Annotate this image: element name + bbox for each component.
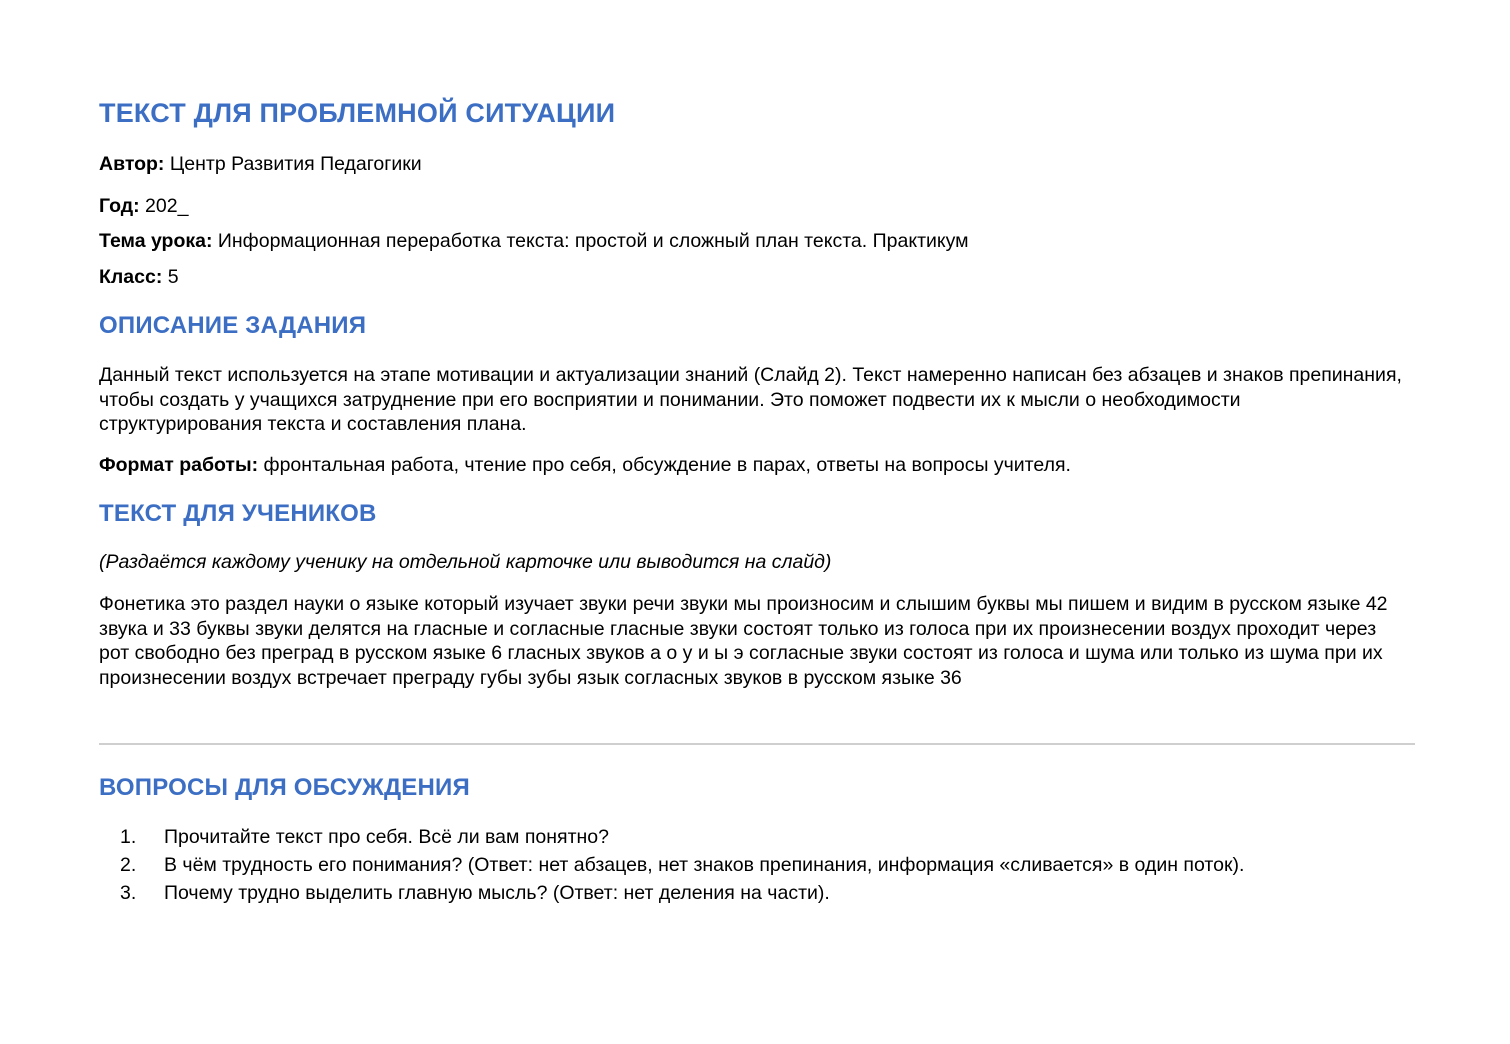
task-heading: ОПИСАНИЕ ЗАДАНИЯ	[99, 312, 367, 339]
students-heading: ТЕКСТ ДЛЯ УЧЕНИКОВ	[99, 500, 377, 527]
question-text: Прочитайте текст про себя. Всё ли вам понятно?	[164, 826, 609, 848]
author-line	[99, 152, 422, 176]
topic-line	[99, 229, 969, 253]
page-title: ТЕКСТ ДЛЯ ПРОБЛЕМНОЙ СИТУАЦИИ	[99, 98, 616, 128]
question-number: 2.	[120, 854, 137, 876]
class-line	[99, 265, 179, 289]
format-label: Формат работы:	[99, 454, 259, 476]
task-description: Данный текст используется на этапе мотивации и актуализации знаний (Слайд 2). Текст намеренно написан без абзацев и знаков препинания, чтобы создать у учащихся затруднение при его восприятии и понимании. Это поможет подвести их к мысли о необходимости структурирования текста и составления плана.	[99, 364, 1402, 435]
author-label: Автор:	[99, 153, 165, 175]
class-label: Класс:	[99, 266, 163, 288]
question-item	[99, 881, 1415, 909]
topic-label: Тема урока:	[99, 230, 213, 252]
question-text: Почему трудно выделить главную мысль? (Ответ: нет деления на части).	[164, 882, 830, 904]
questions-list	[99, 825, 1415, 909]
year-value: 202_	[145, 195, 189, 217]
format-line	[99, 453, 1071, 477]
question-item	[99, 853, 1415, 881]
author-value: Центр Развития Педагогики	[169, 153, 422, 175]
section-divider	[99, 743, 1415, 745]
year-line	[99, 194, 188, 218]
question-number: 1.	[120, 826, 137, 848]
question-number: 3.	[120, 882, 137, 904]
topic-value: Информационная переработка текста: простой и сложный план текста. Практикум	[217, 230, 969, 252]
class-value: 5	[167, 266, 179, 288]
students-text: Фонетика это раздел науки о языке который изучает звуки речи звуки мы произносим и слышим буквы мы пишем и видим в русском языке 42 звука и 33 буквы звуки делятся на гласные и согласные гласные звуки состоят только из голоса при их произнесении воздух проходит через рот свободно без преград в русском языке 6 гласных звуков а о у и ы э согласные звуки состоят из голоса и шума или только из шума при их произнесении воздух встречает преграду губы зубы язык согласных звуков в русском языке 36	[99, 593, 1388, 689]
question-text: В чём трудность его понимания? (Ответ: нет абзацев, нет знаков препинания, информация «сливается» в один поток).	[164, 854, 1245, 876]
format-value: фронтальная работа, чтение про себя, обсуждение в парах, ответы на вопросы учителя.	[263, 454, 1071, 476]
students-note: (Раздаётся каждому ученику на отдельной карточке или выводится на слайд)	[99, 551, 832, 573]
year-label: Год:	[99, 195, 140, 217]
question-item	[99, 825, 1415, 853]
questions-heading: ВОПРОСЫ ДЛЯ ОБСУЖДЕНИЯ	[99, 774, 470, 801]
